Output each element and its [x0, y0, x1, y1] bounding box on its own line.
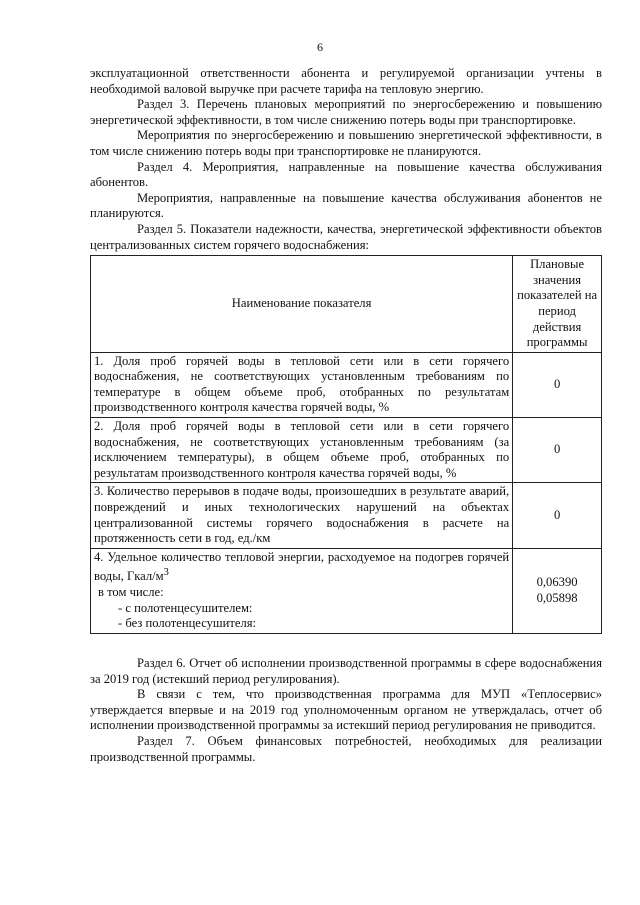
table-cell-value: 0: [513, 483, 602, 548]
table-row: [91, 352, 602, 417]
row4-sup: 3: [163, 567, 169, 579]
table-cell-value: 0: [513, 352, 602, 417]
table-cell-name: 2. Доля проб горячей воды в тепловой сети или в сети горячего водоснабжения, не соответствующих установленным требованиям (за исключением температуры), в общем объеме проб, отобранных по результатам производственного контроля качества горячей воды, %: [91, 418, 513, 483]
table-cell-name: [91, 548, 513, 633]
paragraph: Мероприятия, направленные на повышение качества обслуживания абонентов не планируются.: [90, 190, 602, 221]
section-3-heading: Раздел 3. Перечень плановых мероприятий по энергосбережению и повышению энергетической эффективности, в том числе снижению потерь воды при транспортировке.: [90, 97, 602, 127]
table-header-name: Наименование показателя: [91, 256, 513, 353]
section-4-heading: Раздел 4. Мероприятия, направленные на повышение качества обслуживания абонентов.: [90, 159, 602, 190]
table-row: [91, 548, 602, 633]
table-cell-value: 0: [513, 418, 602, 483]
row4-including: в том числе:: [98, 585, 164, 600]
table-row: [91, 418, 602, 483]
table-cell-value: [513, 548, 602, 633]
paragraph: Мероприятия по энергосбережению и повышению энергетической эффективности, в том числе снижению потерь воды при транспортировке не планируются.: [90, 128, 602, 158]
section-7-heading: Раздел 7. Объем финансовых потребностей, необходимых для реализации производственной программы.: [90, 733, 602, 764]
table-header-value: Плановые значения показателей на период действия программы: [513, 256, 602, 353]
row4-sub1-value: 0,06390: [536, 575, 578, 590]
paragraph: В связи с тем, что производственная программа для МУП «Теплосервис» утверждается впервые и на 2019 год уполномоченным органом не утверждалась, отчет об исполнении производственной программы за истекший период регулирования не приводится.: [90, 687, 602, 733]
row4-sub2-value: 0,05898: [536, 590, 578, 605]
document-body: [90, 66, 602, 765]
row4-sub2-label: - без полотенцесушителя:: [118, 616, 257, 631]
section-5-heading: Раздел 5. Показатели надежности, качества, энергетической эффективности объектов централизованных систем горячего водоснабжения:: [90, 221, 602, 252]
table-row: [91, 483, 602, 548]
indicators-table: [90, 255, 602, 634]
row4-sub1-label: - с полотенцесушителем:: [118, 600, 253, 615]
row4-name: 4. Удельное количество тепловой энергии, расходуемое на подогрев горячей воды, Гкал/м: [94, 549, 510, 584]
page-number: 6: [317, 40, 323, 54]
table-cell-name: 1. Доля проб горячей воды в тепловой сети или в сети горячего водоснабжения, не соответствующих установленным требованиям по температуре в общем объеме проб, отобранных по результатам производственного контроля качества горячей воды, %: [91, 352, 513, 417]
section-6-heading: Раздел 6. Отчет об исполнении производственной программы в сфере водоснабжения за 2019 год (истекший период регулирования).: [90, 655, 602, 686]
paragraph: эксплуатационной ответственности абонента и регулируемой организации учтены в необходимой валовой выручке при расчете тарифа на тепловую энергию.: [90, 66, 602, 96]
table-header-row: [91, 256, 602, 353]
table-cell-name: 3. Количество перерывов в подаче воды, произошедших в результате аварий, повреждений и иных технологических нарушений на объектах централизованной системы горячего водоснабжения в расчете на протяженность сети в год, ед./км: [91, 483, 513, 548]
